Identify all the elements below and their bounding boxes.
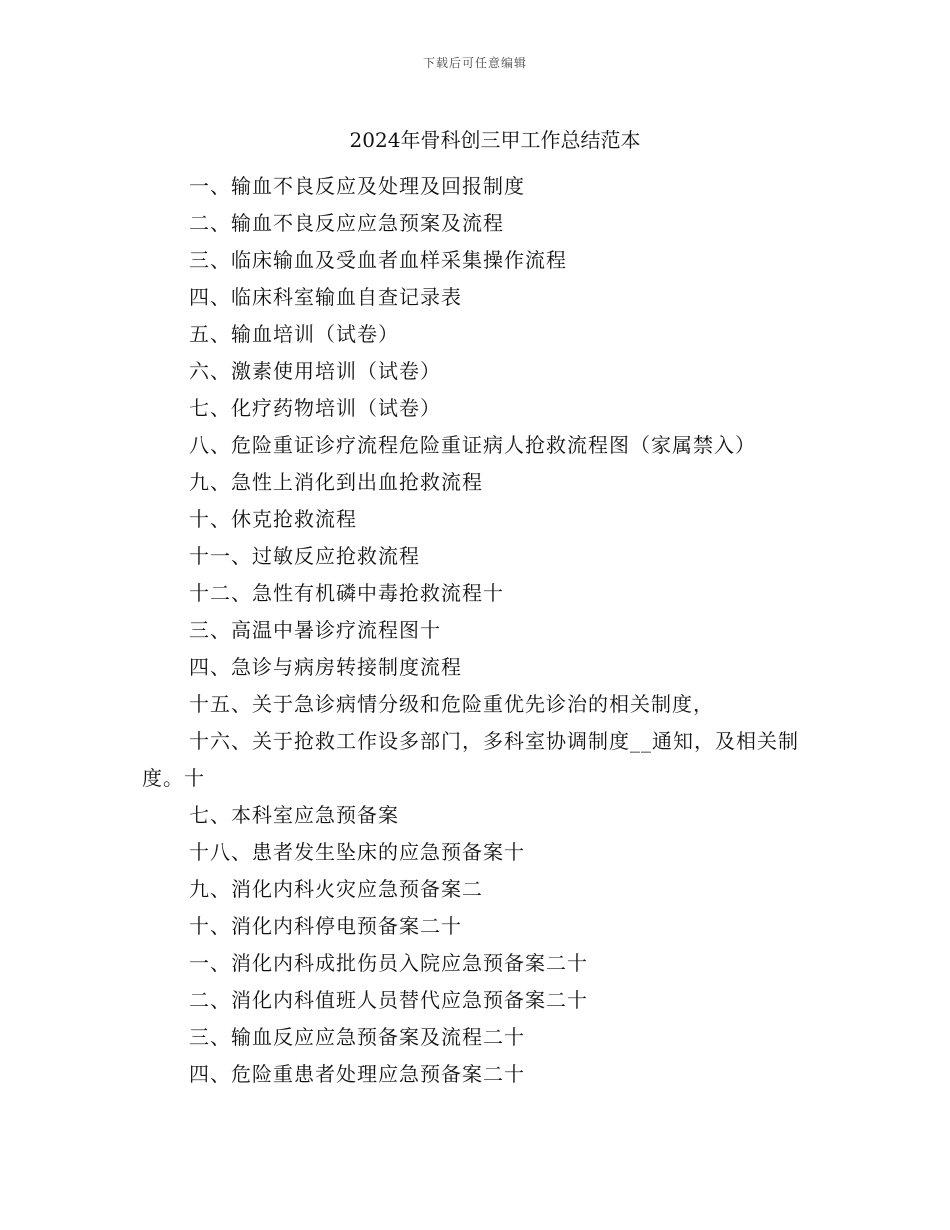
toc-item: 十五、关于急诊病情分级和危险重优先诊治的相关制度， <box>189 692 714 716</box>
toc-item: 三、临床输血及受血者血样采集操作流程 <box>189 248 567 272</box>
toc-item: 七、本科室应急预备案 <box>189 803 399 827</box>
toc-item: 一、消化内科成批伤员入院应急预备案二十 <box>189 951 588 975</box>
toc-item: 五、输血培训（试卷） <box>189 322 399 346</box>
toc-item: 三、输血反应应急预备案及流程二十 <box>189 1025 525 1049</box>
toc-item: 九、消化内科火灾应急预备案二 <box>189 877 483 901</box>
toc-item: 六、激素使用培训（试卷） <box>189 359 441 383</box>
toc-item: 四、危险重患者处理应急预备案二十 <box>189 1062 525 1086</box>
toc-item: 十一、过敏反应抢救流程 <box>189 544 420 568</box>
toc-item: 十、休克抢救流程 <box>189 507 357 531</box>
toc-item: 九、急性上消化到出血抢救流程 <box>189 470 483 494</box>
toc-item: 三、高温中暑诊疗流程图十 <box>189 618 441 642</box>
toc-item: 八、危险重证诊疗流程危险重证病人抢救流程图（家属禁入） <box>189 433 756 457</box>
toc-item: 四、急诊与病房转接制度流程 <box>189 655 462 679</box>
toc-item: 十二、急性有机磷中毒抢救流程十 <box>189 581 504 605</box>
toc-item: 七、化疗药物培训（试卷） <box>189 396 441 420</box>
page-header-note: 下载后可任意编辑 <box>422 56 527 70</box>
toc-item: 十、消化内科停电预备案二十 <box>189 914 462 938</box>
table-of-contents <box>142 168 832 1093</box>
toc-item: 十六、关于抢救工作设多部门，多科室协调制度__通知，及相关制度。十 <box>142 729 799 790</box>
document-title: 2024年骨科创三甲工作总结范本 <box>349 128 641 152</box>
toc-item: 一、输血不良反应及处理及回报制度 <box>189 174 525 198</box>
toc-item: 二、消化内科值班人员替代应急预备案二十 <box>189 988 588 1012</box>
toc-item: 二、输血不良反应应急预案及流程 <box>189 211 504 235</box>
toc-item: 四、临床科室输血自查记录表 <box>189 285 462 309</box>
toc-item: 十八、患者发生坠床的应急预备案十 <box>189 840 525 864</box>
